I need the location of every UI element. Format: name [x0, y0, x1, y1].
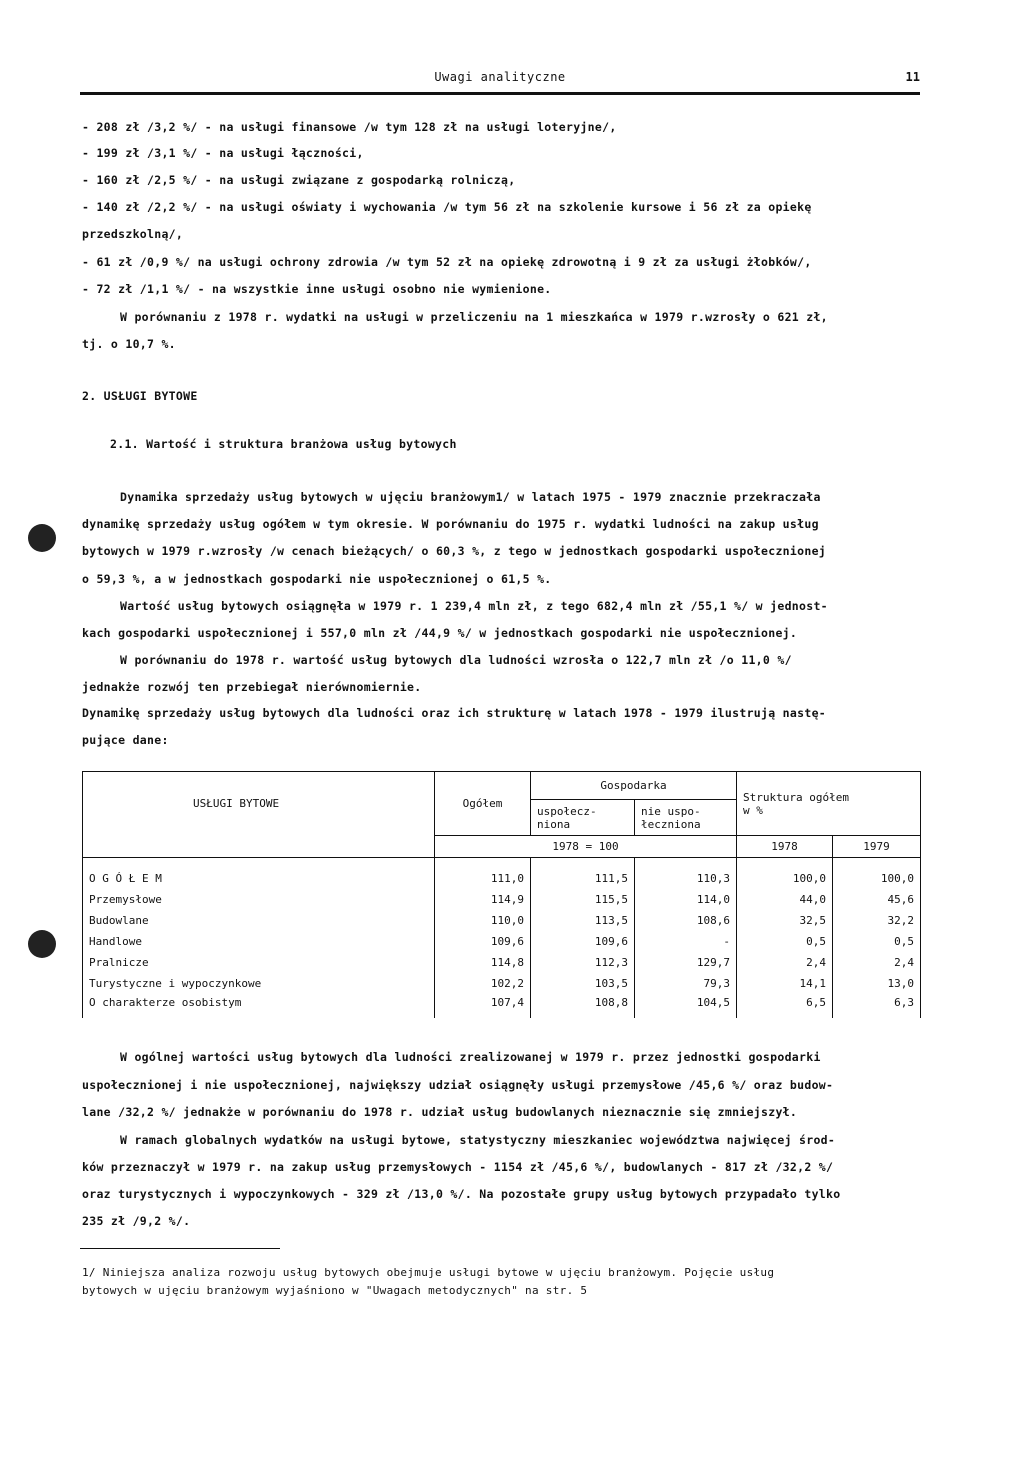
after-line: oraz turystycznych i wypoczynkowych - 329 zł /13,0 %/. Na pozostałe grupy usług bytowych przypadało tylko: [82, 1187, 841, 1201]
cell-s1978: 44,0: [737, 889, 833, 910]
cell-uspol: 113,5: [531, 910, 635, 931]
row-name: Turystyczne i wypoczynkowe: [83, 973, 435, 994]
footnote-rule: [80, 1248, 280, 1249]
cell-s1979: 45,6: [833, 889, 921, 910]
cell-s1979: 100,0: [833, 868, 921, 889]
row-name: O charakterze osobistym: [83, 994, 435, 1018]
intro-line: - 199 zł /3,1 %/ - na usługi łączności,: [82, 146, 364, 160]
intro-line: - 61 zł /0,9 %/ na usługi ochrony zdrowia /w tym 52 zł na opiekę zdrowotną i 9 zł za usługi żłobków/,: [82, 255, 812, 269]
cell-s1978: 100,0: [737, 868, 833, 889]
cell-s1978: 0,5: [737, 931, 833, 952]
cell-s1978: 2,4: [737, 952, 833, 973]
after-line: 235 zł /9,2 %/.: [82, 1214, 191, 1228]
body-line: kach gospodarki uspołecznionej i 557,0 mln zł /44,9 %/ w jednostkach gospodarki nie uspołecznionej.: [82, 626, 798, 640]
footnote-line: 1/ Niniejsza analiza rozwoju usług bytowych obejmuje usługi bytowe w ujęciu branżowym. Pojęcie usług: [82, 1266, 775, 1279]
cell-s1979: 32,2: [833, 910, 921, 931]
table-row: [83, 973, 921, 994]
cell-ogolem: 107,4: [435, 994, 531, 1018]
intro-line: - 72 zł /1,1 %/ - na wszystkie inne usługi osobno nie wymienione.: [82, 282, 552, 296]
cell-s1979: 6,3: [833, 994, 921, 1018]
table-row: [83, 868, 921, 889]
row-name: Budowlane: [83, 910, 435, 931]
cell-ogolem: 109,6: [435, 931, 531, 952]
cell-nieuspol: 114,0: [635, 889, 737, 910]
cell-nieuspol: 104,5: [635, 994, 737, 1018]
table-year-1979: 1979: [833, 836, 921, 858]
subsection-heading: 2.1. Wartość i struktura branżowa usług bytowych: [110, 437, 457, 451]
cell-uspol: 108,8: [531, 994, 635, 1018]
intro-line: - 208 zł /3,2 %/ - na usługi finansowe /w tym 128 zł na usługi loteryjne/,: [82, 120, 617, 134]
row-name: Pralnicze: [83, 952, 435, 973]
cell-s1979: 0,5: [833, 931, 921, 952]
table-base-label: 1978 = 100: [435, 836, 737, 858]
body-line: bytowych w 1979 r.wzrosły /w cenach bieżących/ o 60,3 %, z tego w jednostkach gospodarki uspołecznionej: [82, 544, 827, 558]
after-line: ków przeznaczył w 1979 r. na zakup usług przemysłowych - 1154 zł /45,6 %/, budowlanych - 817 zł /32,2 %/: [82, 1160, 834, 1174]
cell-s1978: 14,1: [737, 973, 833, 994]
table-head-struktura: Struktura ogółem w %: [737, 772, 921, 836]
intro-line: - 140 zł /2,2 %/ - na usługi oświaty i wychowania /w tym 56 zł na szkolenie kursowe i 56 zł za opiekę: [82, 200, 812, 214]
body-line: jednakże rozwój ten przebiegał nierównomiernie.: [82, 680, 422, 694]
body-line: Wartość usług bytowych osiągnęła w 1979 r. 1 239,4 mln zł, z tego 682,4 mln zł /55,1 %/ w jednost-: [120, 599, 828, 613]
cell-nieuspol: 110,3: [635, 868, 737, 889]
row-name: O G Ó Ł E M: [83, 868, 435, 889]
page-header-title: Uwagi analityczne: [434, 70, 566, 84]
cell-ogolem: 110,0: [435, 910, 531, 931]
after-line: lane /32,2 %/ jednakże w porównaniu do 1978 r. udział usług budowlanych nieznacznie się zmniejszył.: [82, 1105, 798, 1119]
cell-nieuspol: 129,7: [635, 952, 737, 973]
body-line: Dynamika sprzedaży usług bytowych w ujęciu branżowym1/ w latach 1975 - 1979 znacznie przekraczała: [120, 490, 821, 504]
after-line: W ramach globalnych wydatków na usługi bytowe, statystyczny mieszkaniec województwa najwięcej środ-: [120, 1133, 836, 1147]
after-line: uspołecznionej i nie uspołecznionej, największy udział osiągnęły usługi przemysłowe /45,6 %/ oraz budow-: [82, 1078, 834, 1092]
body-line: dynamikę sprzedaży usług ogółem w tym okresie. W porównaniu do 1975 r. wydatki ludności na zakup usług: [82, 517, 819, 531]
cell-uspol: 103,5: [531, 973, 635, 994]
table-head-nieuspol: nie uspo- łeczniona: [635, 800, 737, 836]
cell-ogolem: 111,0: [435, 868, 531, 889]
cell-uspol: 115,5: [531, 889, 635, 910]
cell-uspol: 109,6: [531, 931, 635, 952]
cell-ogolem: 114,9: [435, 889, 531, 910]
body-line: o 59,3 %, a w jednostkach gospodarki nie uspołecznionej o 61,5 %.: [82, 572, 552, 586]
cell-nieuspol: -: [635, 931, 737, 952]
cell-nieuspol: 79,3: [635, 973, 737, 994]
cell-s1979: 13,0: [833, 973, 921, 994]
table-row: [83, 952, 921, 973]
scan-blot: [28, 930, 56, 958]
cell-ogolem: 102,2: [435, 973, 531, 994]
services-table: [82, 771, 921, 1018]
footnote-line: bytowych w ujęciu branżowym wyjaśniono w "Uwagach metodycznych" na str. 5: [82, 1284, 588, 1297]
page-number: 11: [905, 70, 920, 84]
header-rule: [80, 92, 920, 95]
section-heading: 2. USŁUGI BYTOWE: [82, 389, 198, 403]
cell-s1978: 6,5: [737, 994, 833, 1018]
table-row: [83, 931, 921, 952]
intro-line: - 160 zł /2,5 %/ - na usługi związane z gospodarką rolniczą,: [82, 173, 516, 187]
cell-s1979: 2,4: [833, 952, 921, 973]
table-head-ogolem: Ogółem: [435, 772, 531, 836]
table-head-uspol: uspołecz- niona: [531, 800, 635, 836]
cell-nieuspol: 108,6: [635, 910, 737, 931]
intro-line: tj. o 10,7 %.: [82, 337, 176, 351]
table-row: [83, 910, 921, 931]
cell-s1978: 32,5: [737, 910, 833, 931]
row-name: Handlowe: [83, 931, 435, 952]
after-line: W ogólnej wartości usług bytowych dla ludności zrealizowanej w 1979 r. przez jednostki gospodarki: [120, 1050, 821, 1064]
intro-line: przedszkolną/,: [82, 227, 184, 241]
scan-blot: [28, 524, 56, 552]
cell-uspol: 111,5: [531, 868, 635, 889]
body-line: Dynamikę sprzedaży usług bytowych dla ludności oraz ich strukturę w latach 1978 - 1979 ilustrują nastę-: [82, 706, 827, 720]
cell-ogolem: 114,8: [435, 952, 531, 973]
cell-uspol: 112,3: [531, 952, 635, 973]
table-head-label: USŁUGI BYTOWE: [83, 772, 435, 836]
table-head-gospodarka: Gospodarka: [531, 772, 737, 800]
row-name: Przemysłowe: [83, 889, 435, 910]
table-row: [83, 994, 921, 1018]
table-row: [83, 889, 921, 910]
table-year-1978: 1978: [737, 836, 833, 858]
page-header: [80, 70, 920, 88]
intro-line: W porównaniu z 1978 r. wydatki na usługi w przeliczeniu na 1 mieszkańca w 1979 r.wzrosły o 621 zł,: [120, 310, 828, 324]
body-line: W porównaniu do 1978 r. wartość usług bytowych dla ludności wzrosła o 122,7 mln zł /o 11,0 %/: [120, 653, 792, 667]
body-line: pujące dane:: [82, 733, 169, 747]
